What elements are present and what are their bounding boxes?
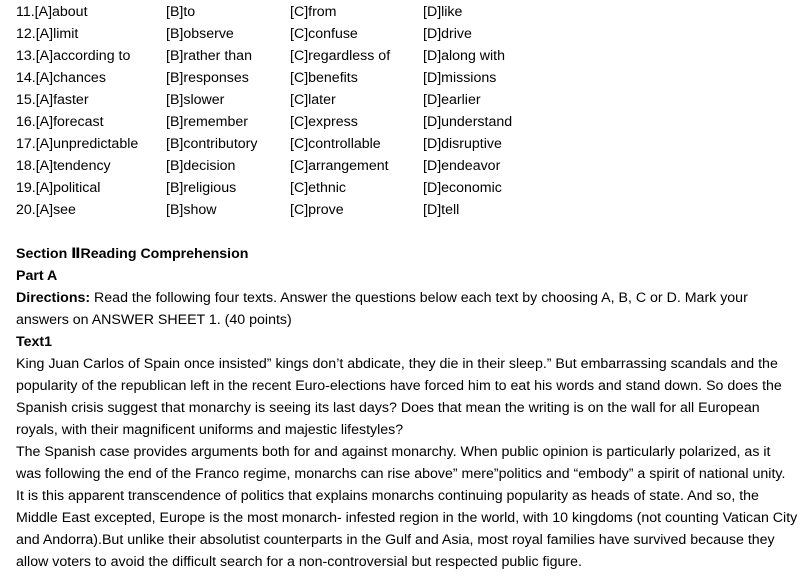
option-row-17 xyxy=(16,133,801,155)
option-c: [C]regardless of xyxy=(290,48,391,64)
paragraph-line: Spanish crisis suggest that monarchy is seeing its last days? Does that mean the writing is on the wall for all European xyxy=(16,400,760,416)
option-b: [B]slower xyxy=(166,92,225,108)
option-d: [D]missions xyxy=(423,70,497,86)
option-c: [C]express xyxy=(290,114,358,130)
option-c: [C]arrangement xyxy=(290,158,389,174)
option-c: [C]prove xyxy=(290,202,344,218)
option-b: [B]decision xyxy=(166,158,236,174)
answer-options-table xyxy=(16,1,801,221)
directions-label: Directions: xyxy=(16,290,91,306)
option-row-14 xyxy=(16,67,801,89)
section-title: Section ⅡReading Comprehension xyxy=(16,246,249,262)
option-b: [B]religious xyxy=(166,180,237,196)
option-b: [B]observe xyxy=(166,26,234,42)
paragraph-line: was following the end of the Franco regime, monarchs can rise above” mere”politics and “embody” a spirit of national unity. xyxy=(16,466,786,482)
option-c: [C]confuse xyxy=(290,26,358,42)
option-d: [D]earlier xyxy=(423,92,481,108)
text-title: Text1 xyxy=(16,334,53,350)
option-d: [D]disruptive xyxy=(423,136,502,152)
option-b: [B]rather than xyxy=(166,48,252,64)
option-b: [B]contributory xyxy=(166,136,258,152)
paragraph-line: It is this apparent transcendence of politics that explains monarchs continuing popularity as heads of state. And so, the xyxy=(16,488,759,504)
option-a: 13.[A]according to xyxy=(16,48,131,64)
option-b: [B]remember xyxy=(166,114,248,130)
option-row-20 xyxy=(16,199,801,221)
option-c: [C]ethnic xyxy=(290,180,346,196)
paragraph-line: The Spanish case provides arguments both for and against monarchy. When public opinion is particularly polarized, as it xyxy=(16,444,771,460)
option-a: 20.[A]see xyxy=(16,202,76,218)
part-title: Part A xyxy=(16,268,58,284)
paragraph-line: and Andorra).But unlike their absolutist counterparts in the Gulf and Asia, most royal families have survived because they xyxy=(16,532,775,548)
option-d: [D]economic xyxy=(423,180,502,196)
paragraph-line: popularity of the republican left in the recent Euro-elections have forced him to eat his words and stand down. So does the xyxy=(16,378,782,394)
option-a: 12.[A]limit xyxy=(16,26,79,42)
option-a: 15.[A]faster xyxy=(16,92,89,108)
option-row-18 xyxy=(16,155,801,177)
directions xyxy=(16,287,801,331)
paragraph-line: King Juan Carlos of Spain once insisted” kings don’t abdicate, they die in their sleep.” But embarrassing scandals and the xyxy=(16,356,778,372)
option-row-19 xyxy=(16,177,801,199)
option-c: [C]from xyxy=(290,4,337,20)
option-row-16 xyxy=(16,111,801,133)
paragraph-line: allow voters to avoid the difficult search for a non-controversial but respected public figure. xyxy=(16,554,582,570)
directions-line-2: answers on ANSWER SHEET 1. (40 points) xyxy=(16,312,292,328)
option-d: [D]understand xyxy=(423,114,513,130)
document xyxy=(16,0,801,573)
paragraph-line: Middle East excepted, Europe is the most monarch- infested region in the world, with 10 kingdoms (not counting Vatican City xyxy=(16,510,798,526)
option-row-11 xyxy=(16,1,801,23)
option-a: 11.[A]about xyxy=(16,4,88,20)
option-a: 14.[A]chances xyxy=(16,70,106,86)
option-c: [C]later xyxy=(290,92,336,108)
option-a: 16.[A]forecast xyxy=(16,114,104,130)
option-row-13 xyxy=(16,45,801,67)
option-d: [D]endeavor xyxy=(423,158,501,174)
directions-line-1 xyxy=(16,287,801,309)
spacer xyxy=(16,221,801,243)
option-c: [C]benefits xyxy=(290,70,358,86)
option-a: 17.[A]unpredictable xyxy=(16,136,139,152)
option-d: [D]drive xyxy=(423,26,472,42)
directions-text: Read the following four texts. Answer the questions below each text by choosing A, B, C or D. Mark your xyxy=(90,290,748,306)
option-b: [B]responses xyxy=(166,70,249,86)
option-d: [D]tell xyxy=(423,202,460,218)
option-c: [C]controllable xyxy=(290,136,381,152)
option-b: [B]show xyxy=(166,202,217,218)
option-row-12 xyxy=(16,23,801,45)
paragraph-2 xyxy=(16,441,801,573)
option-a: 19.[A]political xyxy=(16,180,101,196)
option-b: [B]to xyxy=(166,4,196,20)
option-row-15 xyxy=(16,89,801,111)
paragraph-line: royals, with their magnificent uniforms and majestic lifestyles? xyxy=(16,422,404,438)
option-d: [D]like xyxy=(423,4,463,20)
option-d: [D]along with xyxy=(423,48,506,64)
paragraph-1 xyxy=(16,353,801,441)
option-a: 18.[A]tendency xyxy=(16,158,111,174)
